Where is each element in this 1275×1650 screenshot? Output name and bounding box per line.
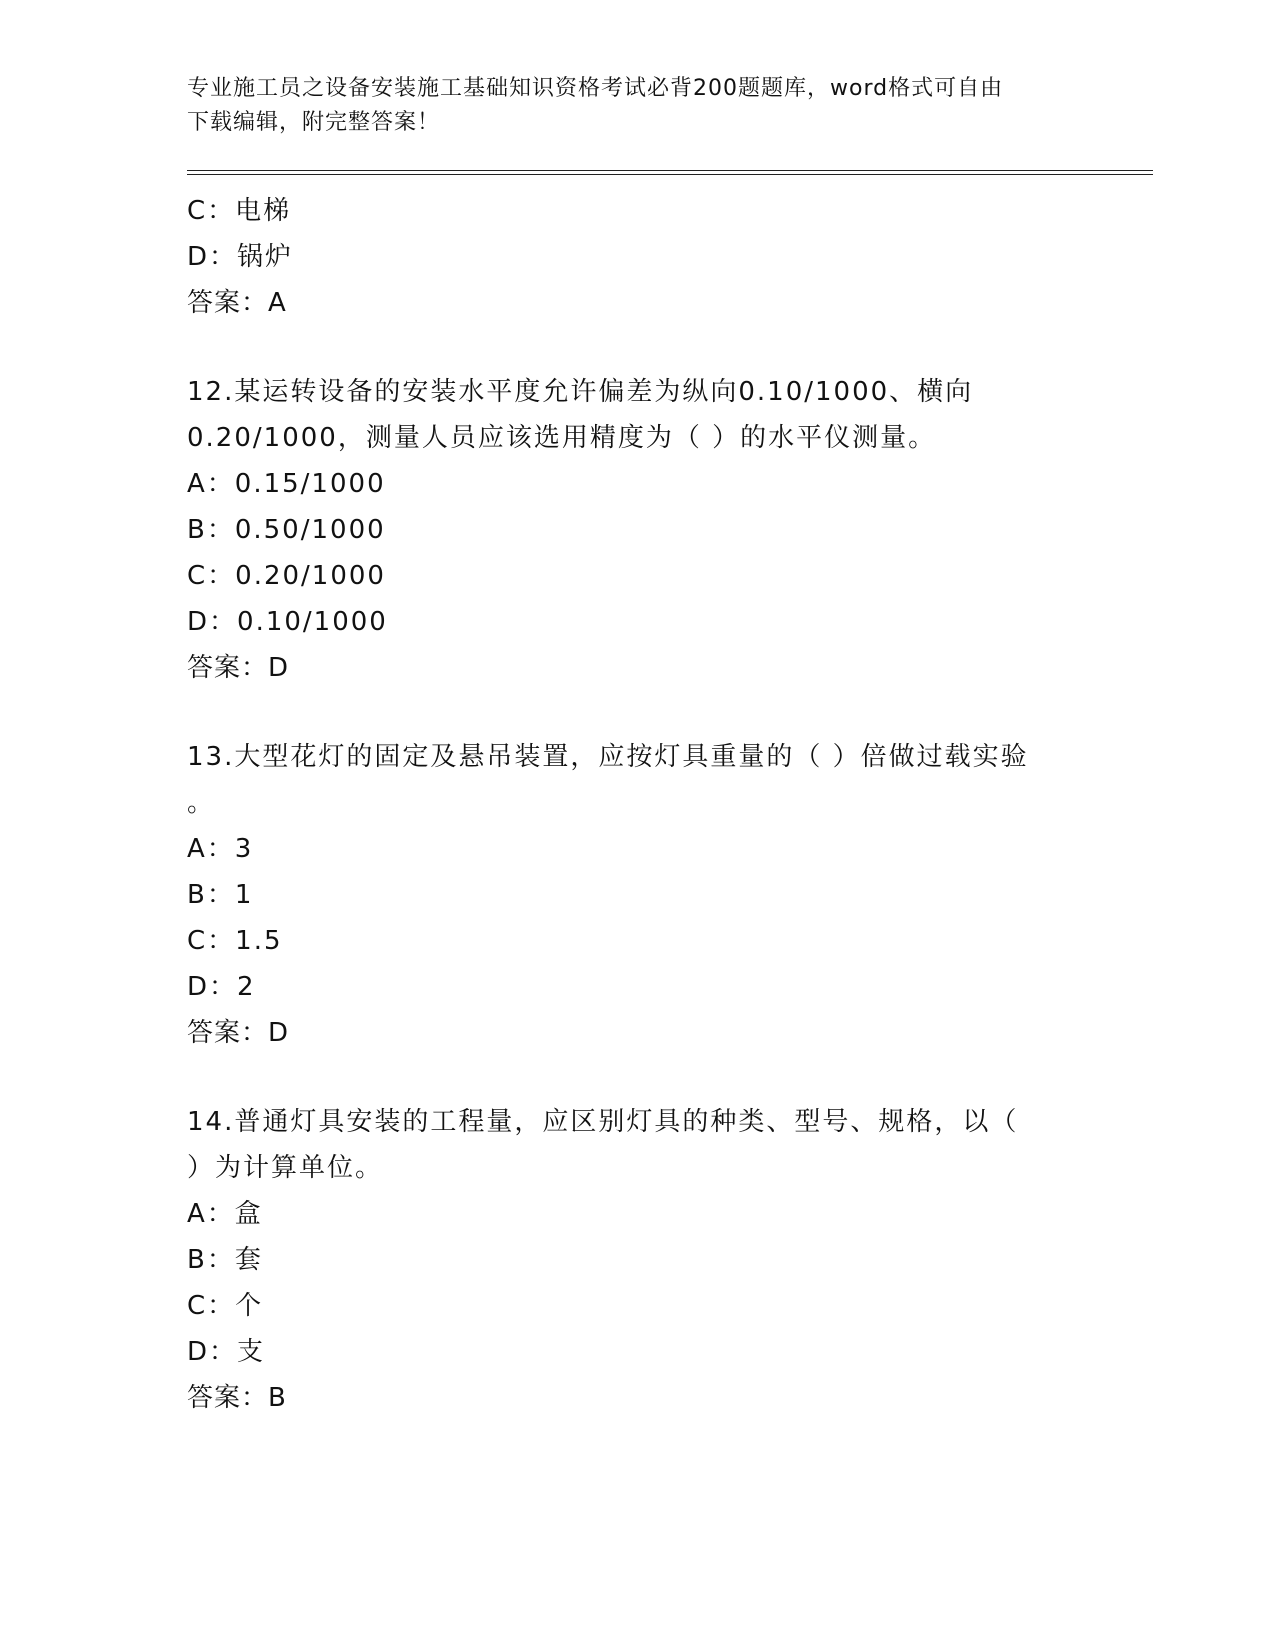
- option-b: B：0.50/1000: [187, 515, 386, 545]
- question-12: [187, 369, 1087, 691]
- header-line-1: 专业施工员之设备安装施工基础知识资格考试必背200题题库，word格式可自由: [187, 76, 1004, 101]
- option-c: C：1.5: [187, 926, 283, 956]
- question-text-line: ）为计算单位。: [187, 1153, 384, 1183]
- answer-line: 答案：B: [187, 1383, 287, 1413]
- option-d: D：支: [187, 1337, 266, 1367]
- question-14: [187, 1099, 1087, 1421]
- answer-line: 答案：D: [187, 1018, 290, 1048]
- option-c: C：电梯: [187, 196, 292, 226]
- spacer: [187, 691, 1087, 734]
- answer-line: 答案：D: [187, 653, 290, 683]
- header-rule-top: [187, 170, 1153, 171]
- document-header: [187, 72, 1087, 140]
- option-d: D：2: [187, 972, 256, 1002]
- spacer: [187, 326, 1087, 369]
- option-a: A：0.15/1000: [187, 469, 386, 499]
- answer-line: 答案：A: [187, 288, 287, 318]
- question-text-line: 13.大型花灯的固定及悬吊装置，应按灯具重量的（ ）倍做过载实验: [187, 742, 1029, 772]
- option-b: B：1: [187, 880, 254, 910]
- question-text-line: 14.普通灯具安装的工程量，应区别灯具的种类、型号、规格，以（: [187, 1107, 1019, 1137]
- option-d: D：锅炉: [187, 242, 294, 272]
- option-c: C：0.20/1000: [187, 561, 386, 591]
- option-b: B：套: [187, 1245, 263, 1275]
- option-a: A：3: [187, 834, 254, 864]
- option-c: C：个: [187, 1291, 264, 1321]
- question-13: [187, 734, 1087, 1056]
- option-a: A：盒: [187, 1199, 263, 1229]
- question-fragment: [187, 188, 1087, 326]
- question-text-line: 0.20/1000，测量人员应该选用精度为（ ）的水平仪测量。: [187, 423, 937, 453]
- question-text-line: 。: [187, 788, 216, 818]
- option-d: D：0.10/1000: [187, 607, 388, 637]
- spacer: [187, 1056, 1087, 1099]
- header-rule-bottom: [187, 174, 1153, 175]
- question-content: [187, 188, 1087, 1421]
- question-text-line: 12.某运转设备的安装水平度允许偏差为纵向0.10/1000、横向: [187, 377, 974, 407]
- header-line-2: 下载编辑，附完整答案！: [187, 110, 441, 135]
